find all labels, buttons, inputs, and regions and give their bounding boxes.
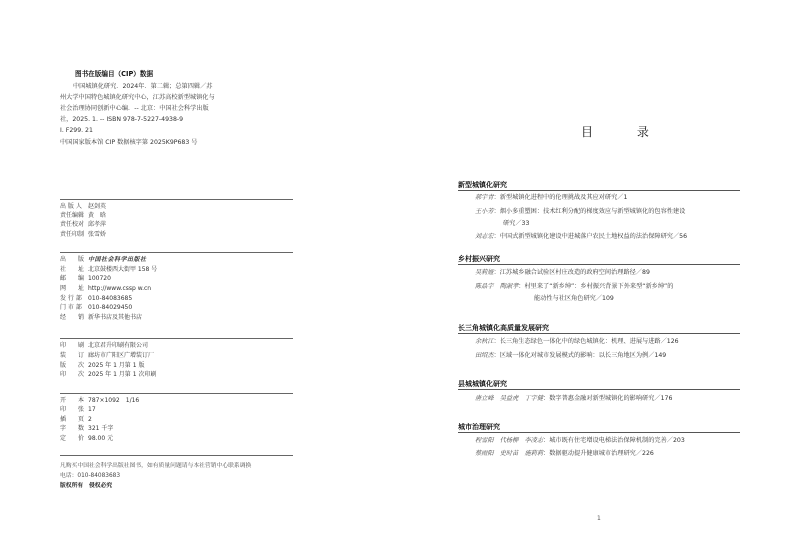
toc-entry-text: 中国式新型城镇化建设中进城落户农民土地权益的法治保障研究／56 xyxy=(499,233,688,240)
publisher-value: 010-84029450 xyxy=(88,304,133,311)
footer-notice: 凡购买中国社会科学出版社图书，如有质量问题请与本社营销中心联系调换 xyxy=(60,463,252,469)
section-divider xyxy=(458,389,740,390)
staff-row xyxy=(60,231,106,239)
footer-copyright: 版权所有 侵权必究 xyxy=(60,483,113,489)
publisher-row xyxy=(60,266,157,274)
staff-value: 邱孝萍 xyxy=(88,221,107,228)
toc-entry-text: 城市既有住宅增设电梯法治保障机制的完善／203 xyxy=(549,437,685,444)
toc-entry-author: 刘志宏 xyxy=(475,233,494,240)
publisher-row xyxy=(60,314,142,322)
printing-row xyxy=(60,342,148,350)
publisher-key: 发 行 部 xyxy=(60,295,82,302)
publisher-row xyxy=(60,275,111,283)
cip-title: 图书在版编目（CIP）数据 xyxy=(75,70,154,78)
spec-value: 2 xyxy=(88,416,92,423)
publisher-key: 邮 编 xyxy=(60,275,85,282)
publisher-row xyxy=(60,295,132,303)
spec-row xyxy=(60,425,113,433)
printing-value: 北京君升印刷有限公司 xyxy=(88,342,149,349)
spec-value: 787×1092 1/16 xyxy=(88,397,140,404)
toc-entry: 陈品宇 陶淑孝：村里来了“新乡绅”：乡村振兴背景下外来型“新乡绅”的 xyxy=(475,283,674,290)
divider xyxy=(60,455,293,456)
toc-entry-author: 余秋江 xyxy=(475,338,494,345)
spec-key: 字 数 xyxy=(60,425,85,432)
section-divider xyxy=(458,333,740,334)
cip-line: Ⅰ. F299. 21 xyxy=(60,127,93,134)
staff-key: 出 版 人 xyxy=(60,203,82,210)
toc-entry-author: 蔡雨阳 史时苗 施莉莉 xyxy=(475,450,544,457)
printing-value: 廊坊市广阳区广增装订厂 xyxy=(88,352,155,359)
toc-entry: 蔡雨阳 史时苗 施莉莉：数据驱动提升健康城市治理研究／226 xyxy=(475,450,654,457)
toc-entry-continuation: 能动性与社区角色研究／109 xyxy=(534,295,614,302)
spec-key: 开 本 xyxy=(60,397,85,404)
toc-section-heading: 城市治理研究 xyxy=(458,423,500,431)
publisher-row xyxy=(60,304,132,312)
printing-row xyxy=(60,352,154,360)
publisher-row xyxy=(60,285,151,293)
toc-entry: 王小芳：烟小多重塑困：技术红利分配的梯度效应与新型城镇化的包容性建设 xyxy=(475,208,686,215)
toc-entry-author: 吴莉娅 xyxy=(475,269,494,276)
toc-title: 目 录 xyxy=(581,125,669,139)
toc-entry-continuation: 研究／33 xyxy=(503,220,530,227)
staff-key: 责任校对 xyxy=(60,221,85,228)
spec-value: 17 xyxy=(88,406,96,413)
cip-line: 中国国家版本馆 CIP 数据核字第 2025K9P683 号 xyxy=(60,139,198,146)
toc-entry: 程雪阳 代杨柳 李凌志：城市既有住宅增设电梯法治保障机制的完善／203 xyxy=(475,437,685,444)
publisher-key: 社 址 xyxy=(60,266,85,273)
toc-entry-author: 程雪阳 代杨柳 李凌志 xyxy=(475,437,544,444)
publisher-row xyxy=(60,256,147,264)
spec-row xyxy=(60,435,113,443)
staff-value: 黄 晗 xyxy=(88,212,107,219)
section-divider xyxy=(458,190,740,191)
spec-value: 98.00 元 xyxy=(88,435,114,442)
page-number: 1 xyxy=(597,515,601,522)
publisher-value: 010-84083685 xyxy=(88,295,133,302)
toc-entry-text: 新型城镇化进程中的伦理挑战及其应对研究／1 xyxy=(499,194,628,201)
publisher-value: 新华书店及其他书店 xyxy=(88,314,143,321)
publisher-key: 网 址 xyxy=(60,285,85,292)
toc-entry-author: 陈品宇 陶淑孝 xyxy=(475,283,519,290)
printing-row xyxy=(60,371,156,379)
spec-key: 定 价 xyxy=(60,435,85,442)
publisher-key: 门 市 部 xyxy=(60,304,82,311)
publisher-value: 北京鼓楼西大街甲 158 号 xyxy=(88,266,158,273)
cip-line: 社，2025. 1. -- ISBN 978-7-5227-4938-9 xyxy=(60,116,184,123)
toc-entry-author: 郝宇青 xyxy=(475,194,494,201)
printing-key: 装 订 xyxy=(60,352,85,359)
divider xyxy=(60,338,293,339)
toc-section-heading: 县城城镇化研究 xyxy=(458,380,507,388)
staff-row xyxy=(60,221,106,229)
staff-key: 责任编辑 xyxy=(60,212,85,219)
toc-entry: 吴莉娅：江苏城乡融合试验区村庄改造的政府空间治理路径／89 xyxy=(475,269,650,276)
toc-entry: 郝宇青：新型城镇化进程中的伦理挑战及其应对研究／1 xyxy=(475,194,628,201)
staff-value: 张雪娇 xyxy=(88,231,107,238)
cip-line: 州大学中国特色城镇化研究中心，江苏高校新型城镇化与 xyxy=(60,94,215,101)
publisher-key: 经 销 xyxy=(60,314,85,321)
spec-row xyxy=(60,416,92,424)
printing-key: 版 次 xyxy=(60,362,85,369)
divider xyxy=(60,393,293,394)
toc-entry: 刘志宏：中国式新型城镇化建设中进城落户农民土地权益的法治保障研究／56 xyxy=(475,233,688,240)
publisher-value: 100720 xyxy=(88,275,111,282)
divider xyxy=(60,199,293,200)
toc-entry-text: 江苏城乡融合试验区村庄改造的政府空间治理路径／89 xyxy=(499,269,650,276)
spec-row xyxy=(60,397,139,405)
section-divider xyxy=(458,264,740,265)
printing-value: 2025 年 1 月第 1 版 xyxy=(88,362,145,369)
spec-key: 印 张 xyxy=(60,406,85,413)
divider xyxy=(60,252,293,253)
publisher-value: http://www.cssp w.cn xyxy=(88,285,152,292)
publisher-key: 出 版 xyxy=(60,256,85,263)
toc-entry-author: 田绍杰 xyxy=(475,352,494,359)
printing-key: 印 刷 xyxy=(60,342,85,349)
toc-entry: 田绍杰：区域一体化对城市发展模式的影响：以长三角地区为例／149 xyxy=(475,352,667,359)
toc-section-heading: 新型城镇化研究 xyxy=(458,181,507,189)
staff-row xyxy=(60,203,106,211)
toc-entry-text: 村里来了“新乡绅”：乡村振兴背景下外来型“新乡绅”的 xyxy=(524,283,674,290)
cip-line: 社会治理协同创新中心编．-- 北京：中国社会科学出版 xyxy=(60,105,209,112)
toc-entry-text: 区域一体化对城市发展模式的影响：以长三角地区为例／149 xyxy=(499,352,667,359)
section-divider xyxy=(458,432,740,433)
toc-section-heading: 乡村振兴研究 xyxy=(458,255,500,263)
toc-entry: 余秋江：长三角生态绿色一体化中的绿色城镇化：机理、进展与进路／126 xyxy=(475,338,679,345)
toc-section-heading: 长三角城镇化高质量发展研究 xyxy=(458,324,549,332)
staff-row xyxy=(60,212,106,220)
printing-value: 2025 年 1 月第 1 次印刷 xyxy=(88,371,157,378)
spec-key: 插 页 xyxy=(60,416,85,423)
spec-row xyxy=(60,406,96,414)
toc-entry: 唐立峰 吴益虎 丁宇健：数字普惠金融对新型城镇化的影响研究／176 xyxy=(475,395,673,402)
toc-entry-text: 烟小多重塑困：技术红利分配的梯度效应与新型城镇化的包容性建设 xyxy=(499,208,686,215)
footer-phone: 电话：010-84083683 xyxy=(60,473,121,479)
printing-key: 印 次 xyxy=(60,371,85,378)
toc-entry-author: 王小芳 xyxy=(475,208,494,215)
cip-line: 中国城镇化研究．2024年．第二辑；总第四辑／苏 xyxy=(73,83,213,90)
spec-value: 321 千字 xyxy=(88,425,114,432)
staff-key: 责任印制 xyxy=(60,231,85,238)
toc-entry-text: 数据驱动提升健康城市治理研究／226 xyxy=(549,450,654,457)
toc-entry-text: 长三角生态绿色一体化中的绿色城镇化：机理、进展与进路／126 xyxy=(499,338,679,345)
toc-entry-text: 数字普惠金融对新型城镇化的影响研究／176 xyxy=(549,395,673,402)
staff-value: 赵剑英 xyxy=(88,203,107,210)
toc-entry-author: 唐立峰 吴益虎 丁宇健 xyxy=(475,395,544,402)
publisher-logo-text: 中国社会科学出版社 xyxy=(88,256,147,263)
printing-row xyxy=(60,362,144,370)
